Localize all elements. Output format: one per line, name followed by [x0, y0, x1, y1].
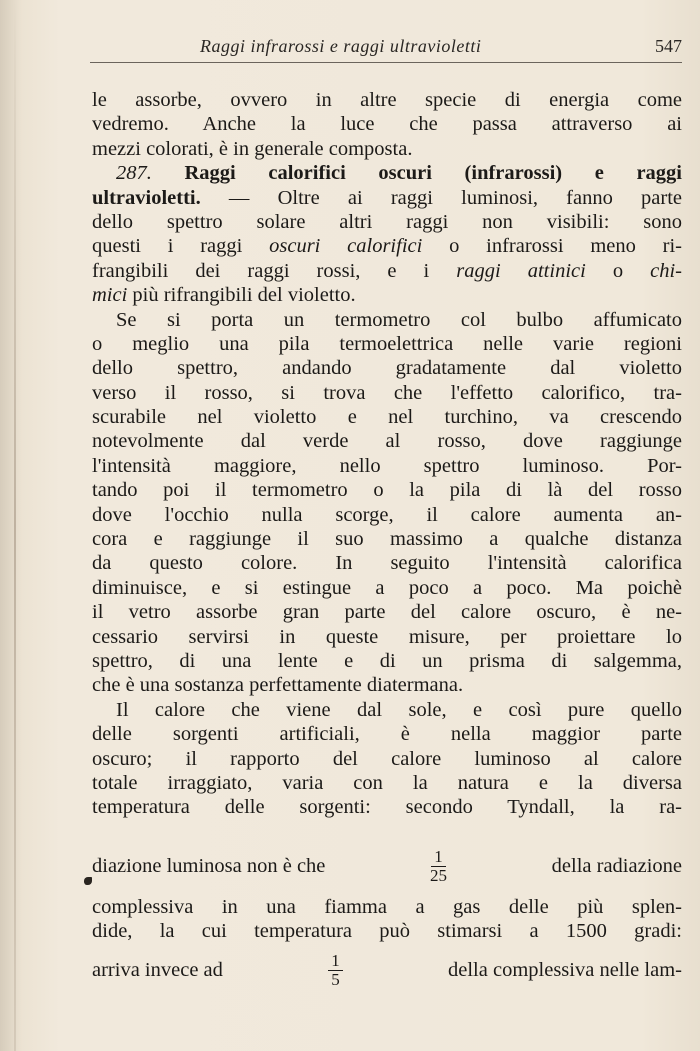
- fraction: [427, 848, 450, 885]
- text-line: dide, la cui temperatura può stimarsi a 1500 gradi:: [92, 920, 682, 943]
- text-line: l'intensità maggiore, nello spettro luminoso. Por-: [92, 454, 682, 477]
- italic-term: chi-: [650, 259, 682, 282]
- text-fragment: o infrarossi meno ri-: [422, 235, 682, 258]
- text-line: le assorbe, ovvero in altre specie di energia come: [92, 89, 682, 111]
- running-head: [90, 36, 682, 63]
- text-line: da questo colore. In seguito l'intensità calorifica: [92, 552, 682, 575]
- text-fragment: — Oltre ai raggi luminosi, fanno parte: [200, 186, 682, 209]
- text-line: diminuisce, e si estingue a poco a poco. Ma poichè: [92, 576, 682, 599]
- fraction-denominator: 25: [430, 865, 448, 885]
- text-fragment: questi i raggi: [92, 235, 270, 258]
- section-title-cont: ultravioletti.: [92, 186, 201, 209]
- section-heading-line: [92, 161, 682, 185]
- text-line: o meglio una pila termoelettrica nelle varie regioni: [92, 332, 682, 355]
- text-line: [92, 283, 682, 307]
- text-fragment: frangibili dei raggi rossi, e i: [92, 259, 457, 282]
- text-line: dove l'occhio nulla scorge, il calore aumenta an-: [92, 503, 682, 526]
- body-text-continued: [92, 895, 682, 944]
- text-line: [92, 234, 682, 258]
- text-fragment: arriva invece ad: [92, 958, 223, 981]
- text-line: [92, 259, 682, 283]
- body-text: [92, 88, 682, 820]
- italic-term: raggi attinici: [456, 259, 586, 282]
- page-number: 547: [655, 36, 682, 56]
- fraction-numerator: 1: [431, 848, 446, 867]
- page-gutter: [14, 0, 16, 1051]
- text-line: dello spettro solare altri raggi non visibili: sono: [92, 210, 682, 233]
- text-line: spettro, di una lente e di un prisma di salgemma,: [92, 649, 682, 672]
- fraction-line: [92, 842, 682, 890]
- text-line: verso il rosso, si trova che l'effetto calorifico, tra-: [92, 381, 682, 404]
- text-line: scurabile nel violetto e nel turchino, va crescendo: [92, 406, 682, 429]
- text-line: che è una sostanza perfettamente diatermana.: [92, 674, 464, 697]
- text-line: delle sorgenti artificiali, è nella maggior parte: [92, 723, 682, 746]
- fraction-numerator: 1: [328, 952, 343, 971]
- section-number: 287.: [116, 162, 152, 185]
- text-line: notevolmente dal verde al rosso, dove raggiunge: [92, 430, 682, 453]
- italic-term: mici: [92, 284, 128, 307]
- ink-mark: [84, 877, 92, 885]
- text-line: cessario servirsi in queste misure, per proiettare lo: [92, 625, 682, 648]
- text-line: totale irraggiato, varia con la natura e la diversa: [92, 771, 682, 794]
- text-fragment: o: [585, 259, 651, 282]
- text-line: dello spettro, andando gradatamente dal violetto: [92, 357, 682, 380]
- section-heading-line-2: [92, 186, 682, 210]
- section-title: Raggi calorifici oscuri (infrarossi) e raggi: [184, 162, 682, 185]
- text-line: Se si porta un termometro col bulbo affumicato: [116, 308, 682, 331]
- text-line: mezzi colorati, è in generale composta.: [92, 137, 413, 160]
- text-line: oscuro; il rapporto del calore luminoso al calore: [92, 747, 682, 770]
- italic-term: oscuri calorifici: [269, 235, 423, 258]
- text-fragment: della radiazione: [551, 854, 682, 877]
- text-line: temperatura delle sorgenti: secondo Tyndall, la ra-: [92, 796, 682, 819]
- text-line: il vetro assorbe gran parte del calore oscuro, è ne-: [92, 601, 682, 624]
- text-line: complessiva in una fiamma a gas delle più splen-: [92, 896, 682, 918]
- text-line: vedremo. Anche la luce che passa attraverso ai: [92, 113, 682, 136]
- text-fragment: più rifrangibili del violetto.: [127, 284, 356, 307]
- text-line: tando poi il termometro o la pila di là del rosso: [92, 479, 682, 502]
- fraction-line: [92, 946, 682, 994]
- running-title: Raggi infrarossi e raggi ultravioletti: [200, 36, 482, 56]
- fraction-denominator: 5: [331, 969, 340, 989]
- text-line: Il calore che viene dal sole, e così pure quello: [116, 698, 682, 721]
- fraction: [328, 952, 343, 989]
- text-line: cora e raggiunge il suo massimo a qualche distanza: [92, 528, 682, 551]
- text-fragment: diazione luminosa non è che: [92, 854, 326, 877]
- text-fragment: della complessiva nelle lam-: [448, 958, 682, 981]
